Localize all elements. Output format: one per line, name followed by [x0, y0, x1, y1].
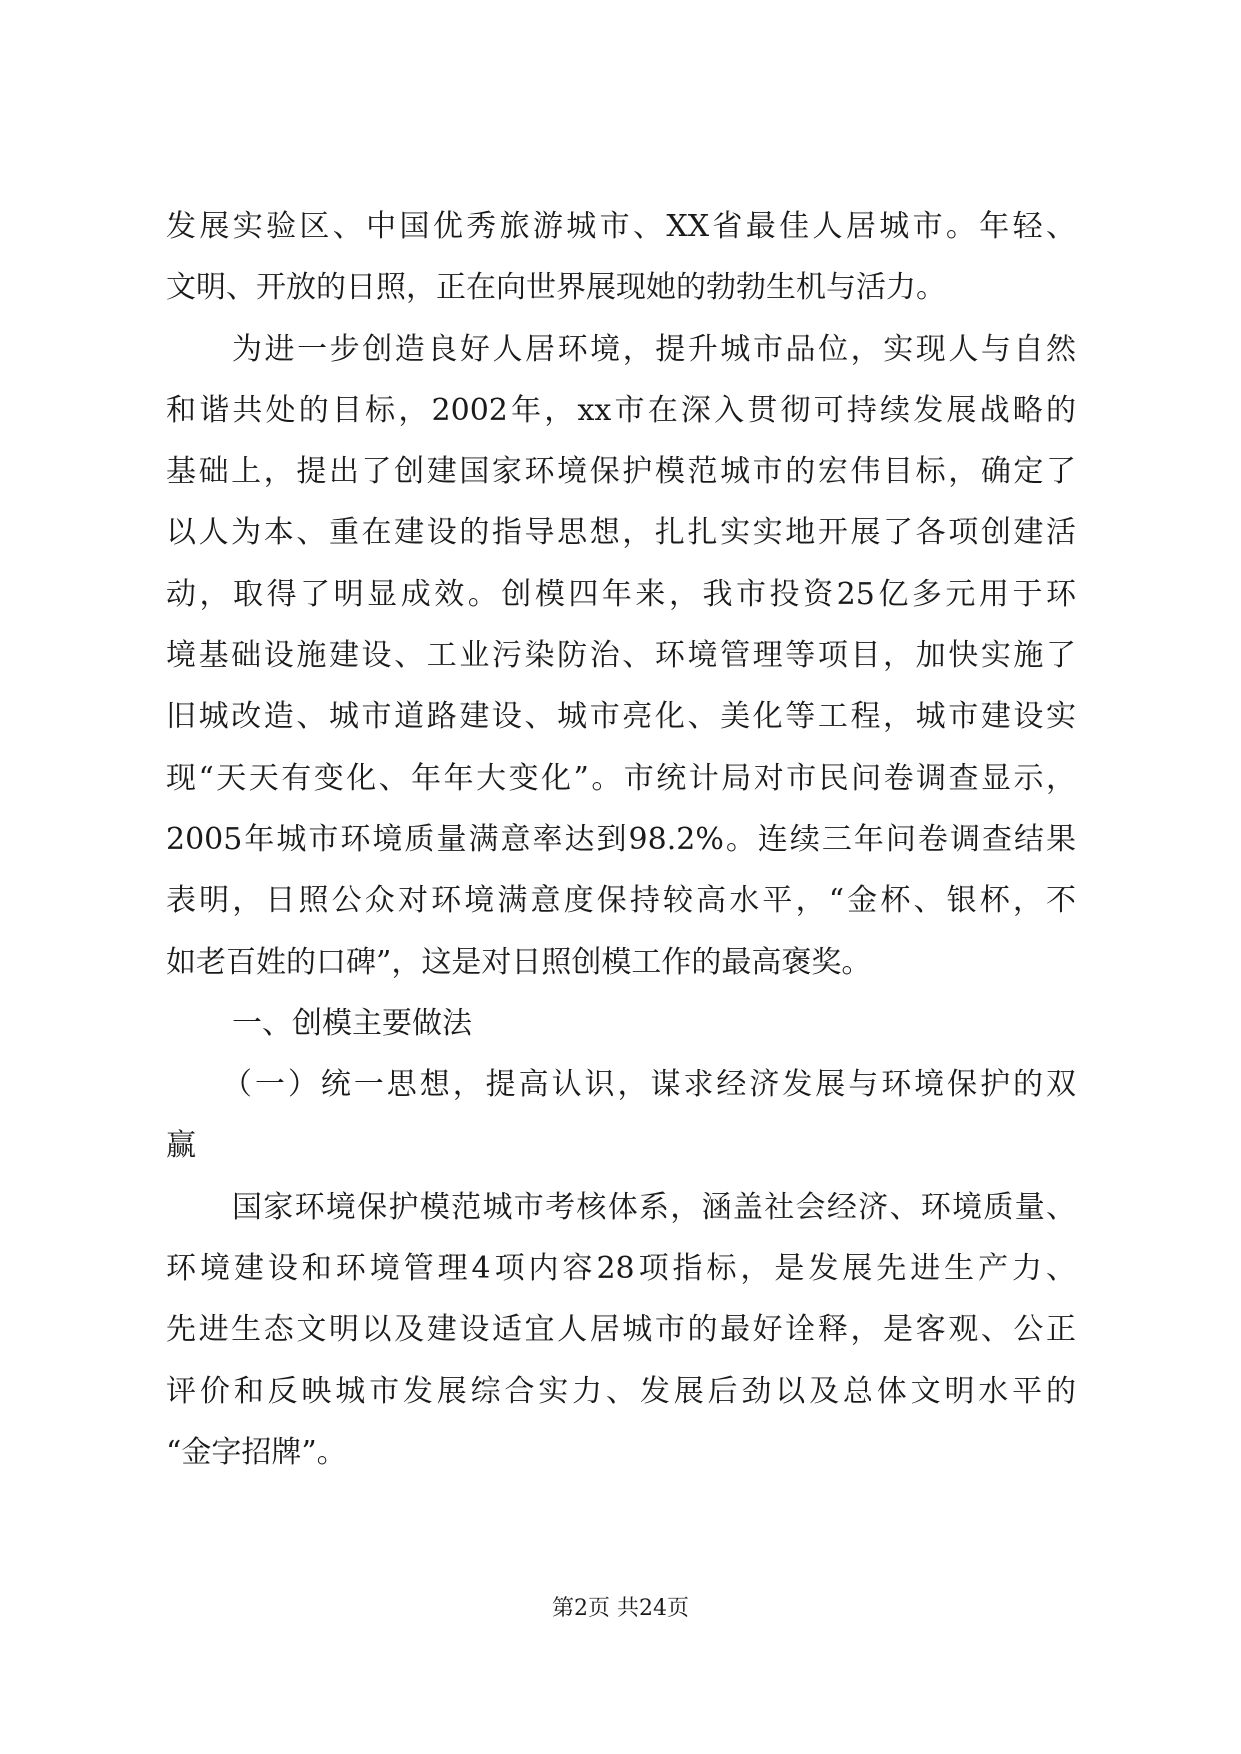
paragraph-line: 如老百姓的口碑”，这是对日照创模工作的最高褒奖。: [166, 944, 872, 980]
paragraph-line: 境基础设施建设、工业污染防治、环境管理等项目，加快实施了: [166, 638, 1076, 674]
paragraph-line: 现“天天有变化、年年大变化”。市统计局对市民问卷调查显示，: [166, 760, 1076, 796]
subsection-heading: （一）统一思想，提高认识，谋求经济发展与环境保护的双: [222, 1067, 1076, 1103]
paragraph-line: 文明、开放的日照，正在向世界展现她的勃勃生机与活力。: [166, 270, 946, 306]
paragraph-line: 动，取得了明显成效。创模四年来，我市投资25亿多元用于环: [166, 576, 1076, 612]
paragraph-line: 旧城改造、城市道路建设、城市亮化、美化等工程，城市建设实: [166, 699, 1076, 735]
paragraph-line: 2005年城市环境质量满意率达到98.2%。连续三年问卷调查结果: [166, 821, 1076, 857]
section-heading: 一、创模主要做法: [232, 1005, 472, 1041]
paragraph-line: “金字招牌”。: [166, 1434, 347, 1470]
paragraph-line: 评价和反映城市发展综合实力、发展后劲以及总体文明水平的: [166, 1373, 1076, 1409]
paragraph-line: 先进生态文明以及建设适宜人居城市的最好诠释，是客观、公正: [166, 1312, 1076, 1348]
paragraph-line: 和谐共处的目标，2002年，xx市在深入贯彻可持续发展战略的: [166, 392, 1076, 428]
paragraph-line: 以人为本、重在建设的指导思想，扎扎实实地开展了各项创建活: [166, 515, 1076, 551]
paragraph-line: 国家环境保护模范城市考核体系，涵盖社会经济、环境质量、: [232, 1189, 1076, 1225]
page-number-footer: 第2页 共24页: [552, 1596, 689, 1621]
document-body: [166, 196, 1076, 1483]
paragraph-line: 为进一步创造良好人居环境，提升城市品位，实现人与自然: [232, 331, 1076, 367]
subsection-heading: 赢: [166, 1128, 196, 1164]
paragraph-line: 表明，日照公众对环境满意度保持较高水平，“金杯、银杯，不: [166, 883, 1076, 919]
paragraph-line: 发展实验区、中国优秀旅游城市、XX省最佳人居城市。年轻、: [166, 209, 1076, 244]
paragraph-line: 环境建设和环境管理4项内容28项指标，是发展先进生产力、: [166, 1251, 1076, 1287]
paragraph-line: 基础上，提出了创建国家环境保护模范城市的宏伟目标，确定了: [166, 454, 1076, 490]
